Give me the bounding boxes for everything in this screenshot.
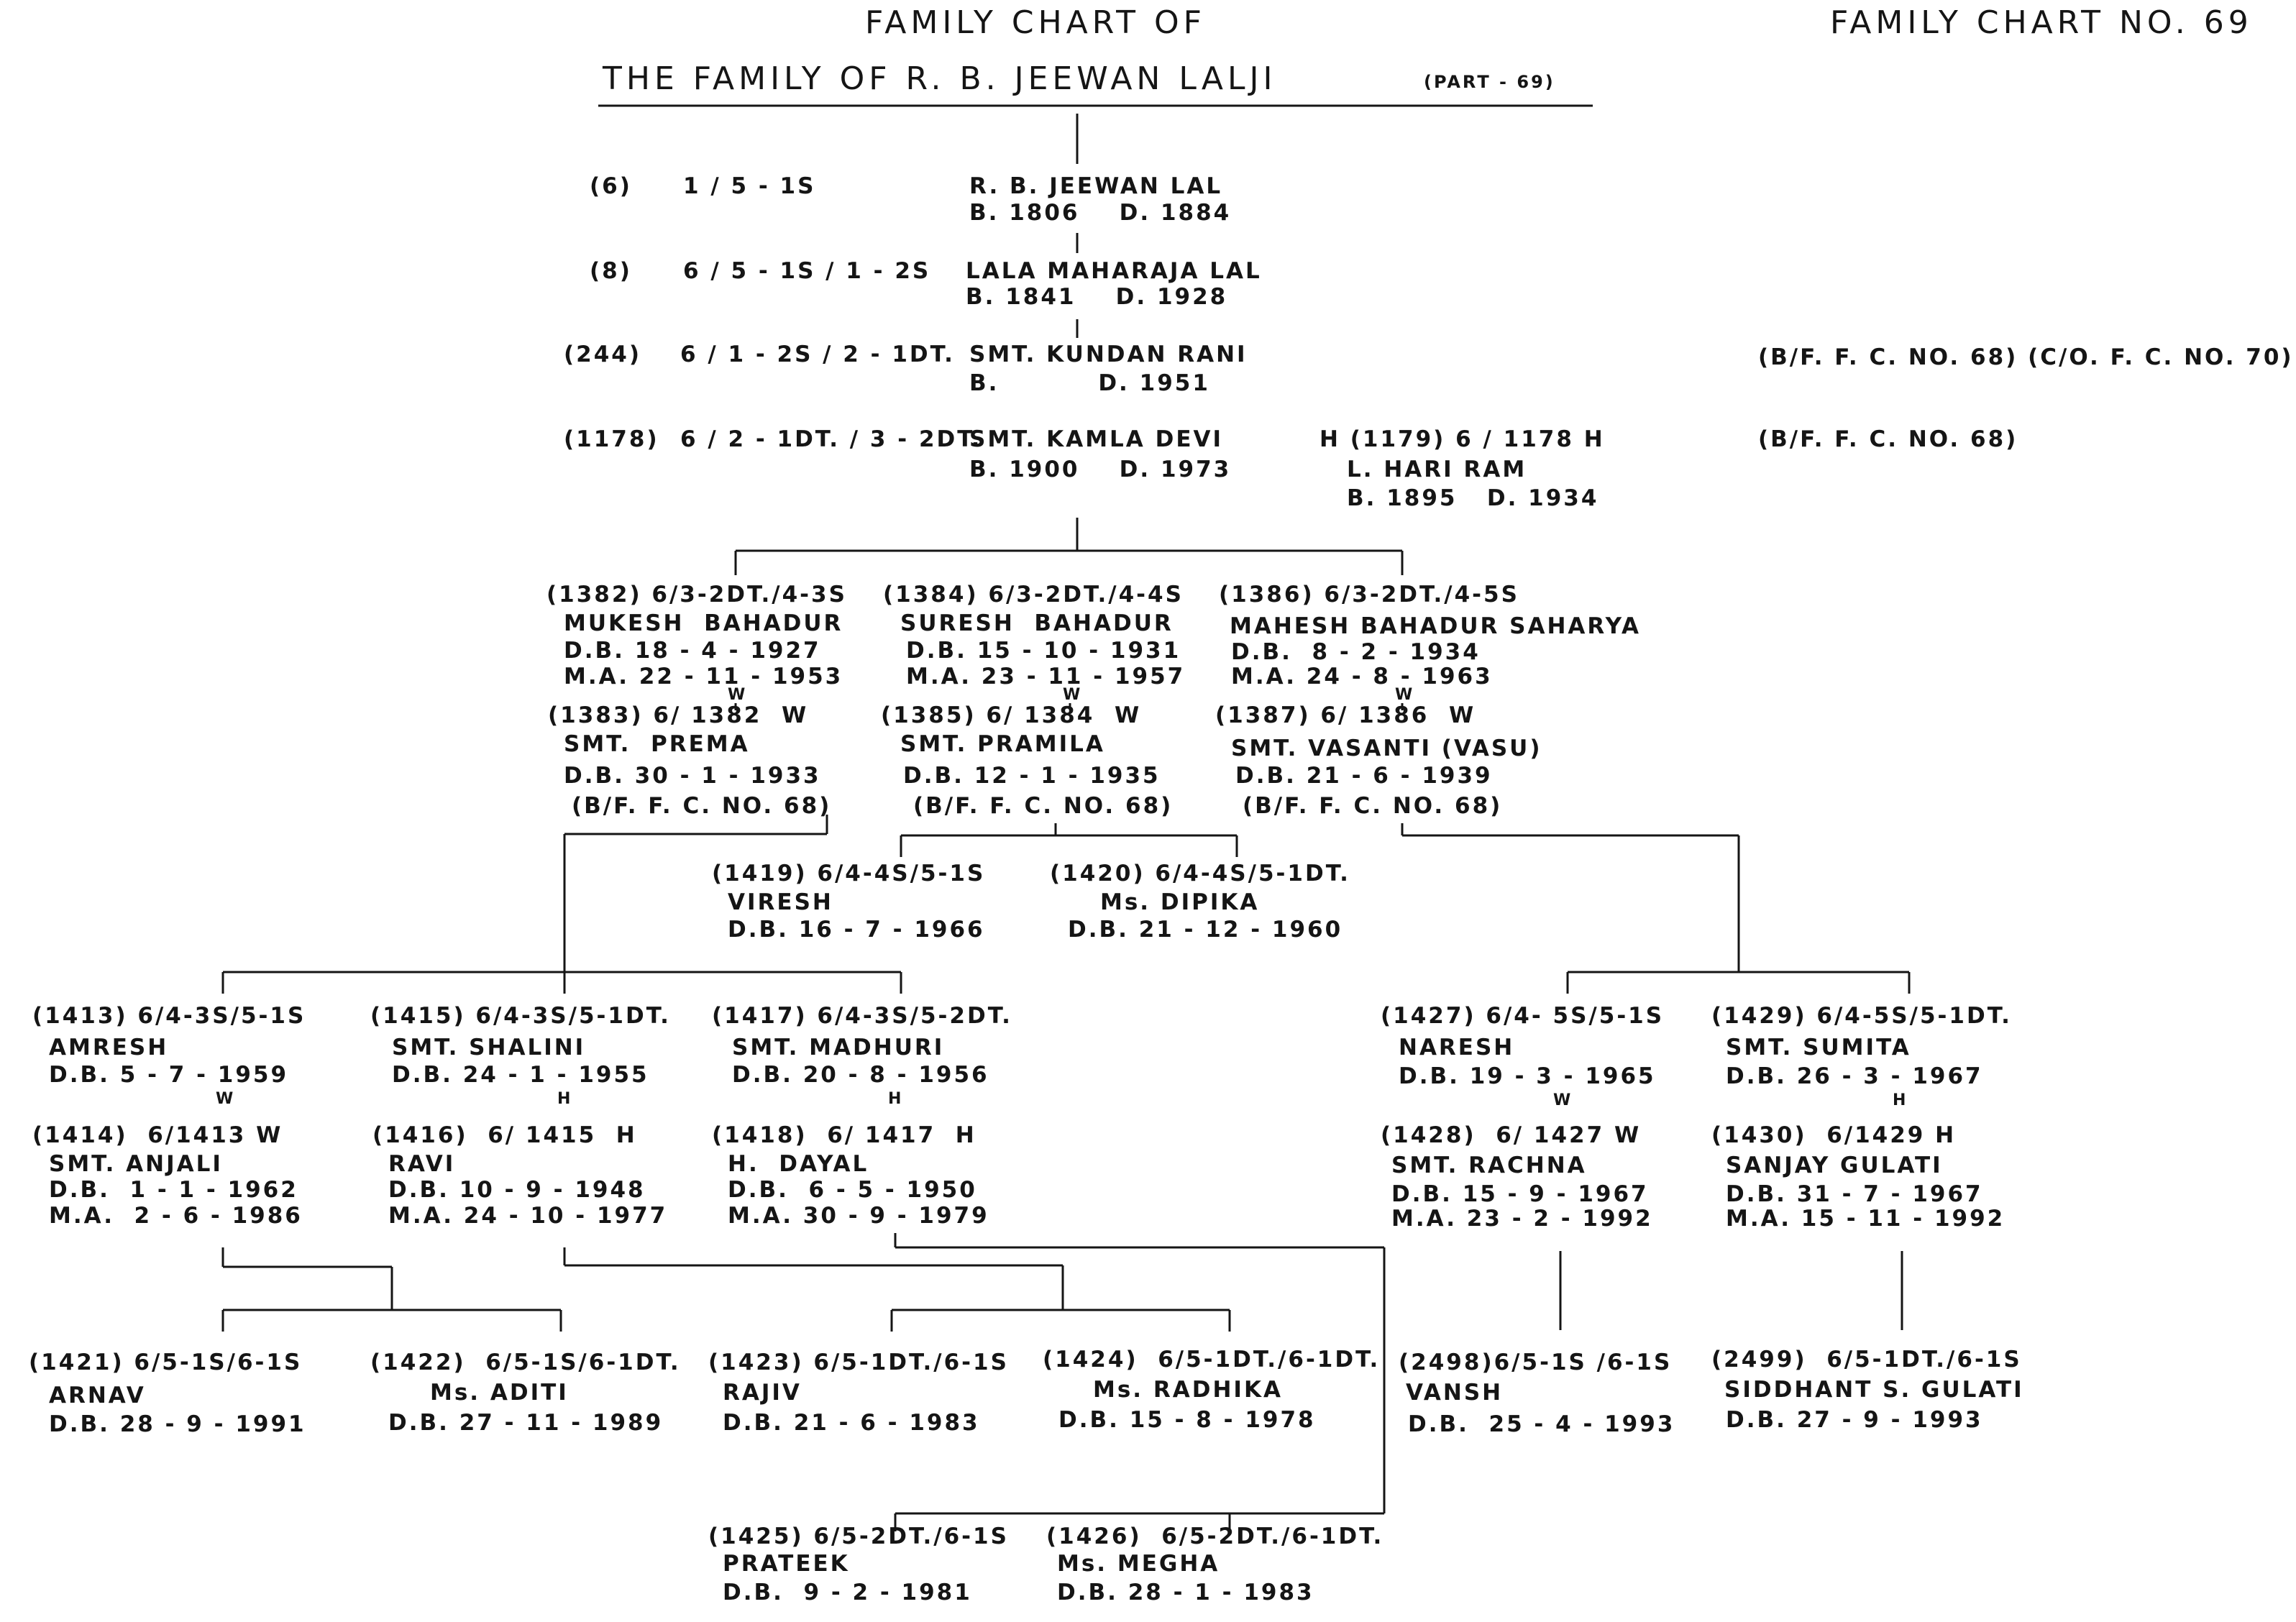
- gen4-code: 6 / 2 - 1DT. / 3 - 2DT.: [680, 426, 982, 452]
- gen4-spouse-name: L. HARI RAM: [1347, 457, 1527, 482]
- gen7-4-db: D.B. 15 - 8 - 1978: [1058, 1407, 1316, 1433]
- gen1-name: R. B. JEEWAN LAL: [969, 173, 1223, 199]
- mahesh-child-2-name: SMT. SUMITA: [1726, 1035, 1911, 1060]
- gen7-8-line: (1426) 6/5-2DT./6-1DT.: [1046, 1524, 1384, 1549]
- suresh-child-1-name: VIRESH: [728, 889, 833, 915]
- chart-part-label: (PART - 69): [1424, 72, 1555, 92]
- gen7-2-name: Ms. ADITI: [430, 1380, 569, 1406]
- gen5-1-spouse-name: SMT. PREMA: [564, 731, 750, 757]
- gen7-5-db: D.B. 25 - 4 - 1993: [1408, 1411, 1675, 1437]
- suresh-child-2-name: Ms. DIPIKA: [1100, 889, 1260, 915]
- mahesh-child-2-line: (1429) 6/4-5S/5-1DT.: [1711, 1003, 2012, 1029]
- gen7-7-line: (1425) 6/5-2DT./6-1S: [708, 1524, 1009, 1549]
- gen7-1-name: ARNAV: [49, 1383, 146, 1408]
- mukesh-child-3-spouse-db: D.B. 6 - 5 - 1950: [728, 1177, 977, 1203]
- gen1-dates: B. 1806 D. 1884: [969, 200, 1232, 226]
- mukesh-child-3-rel: H: [888, 1090, 902, 1108]
- gen5-1-spouse-ref: (B/F. F. C. NO. 68): [572, 793, 832, 819]
- mukesh-child-1-line: (1413) 6/4-3S/5-1S: [32, 1003, 306, 1029]
- gen5-1-line: (1382) 6/3-2DT./4-3S: [546, 582, 847, 608]
- gen5-3-line: (1386) 6/3-2DT./4-5S: [1219, 582, 1519, 608]
- gen7-8-name: Ms. MEGHA: [1057, 1551, 1220, 1577]
- mahesh-child-1-spouse-db: D.B. 15 - 9 - 1967: [1391, 1181, 1649, 1207]
- mukesh-child-1-spouse-name: SMT. ANJALI: [49, 1151, 223, 1177]
- mahesh-child-2-rel: H: [1893, 1091, 1906, 1109]
- mukesh-child-2-spouse-ma: M.A. 24 - 10 - 1977: [388, 1203, 668, 1229]
- gen7-5-name: VANSH: [1406, 1380, 1504, 1406]
- gen2-code: 6 / 5 - 1S / 1 - 2S: [683, 258, 931, 284]
- gen5-1-db: D.B. 18 - 4 - 1927: [564, 638, 821, 664]
- mahesh-child-1-spouse-ma: M.A. 23 - 2 - 1992: [1391, 1206, 1653, 1232]
- mahesh-child-1-spouse-name: SMT. RACHNA: [1391, 1153, 1587, 1178]
- gen1-num: (6): [590, 173, 632, 199]
- mukesh-child-3-spouse-ma: M.A. 30 - 9 - 1979: [728, 1203, 989, 1229]
- mahesh-child-2-spouse-line: (1430) 6/1429 H: [1711, 1122, 1957, 1148]
- gen5-3-ma: M.A. 24 - 8 - 1963: [1231, 664, 1493, 689]
- gen3-ref: (B/F. F. C. NO. 68) (C/O. F. C. NO. 70): [1758, 344, 2294, 370]
- gen5-1-spouse-line: (1383) 6/ 1382 W: [548, 702, 809, 728]
- gen5-3-name: MAHESH BAHADUR SAHARYA: [1230, 613, 1642, 639]
- gen1-code: 1 / 5 - 1S: [683, 173, 816, 199]
- mahesh-child-2-spouse-ma: M.A. 15 - 11 - 1992: [1726, 1206, 2005, 1232]
- gen5-2-line: (1384) 6/3-2DT./4-4S: [883, 582, 1184, 608]
- gen7-7-name: PRATEEK: [723, 1551, 850, 1577]
- mahesh-child-1-db: D.B. 19 - 3 - 1965: [1399, 1063, 1656, 1089]
- suresh-child-2-line: (1420) 6/4-4S/5-1DT.: [1050, 861, 1350, 886]
- mukesh-child-1-spouse-line: (1414) 6/1413 W: [32, 1122, 283, 1148]
- mukesh-child-2-spouse-db: D.B. 10 - 9 - 1948: [388, 1177, 646, 1203]
- mukesh-child-2-spouse-name: RAVI: [388, 1151, 456, 1177]
- gen5-2-spouse-ref: (B/F. F. C. NO. 68): [913, 793, 1174, 819]
- gen5-2-ma: M.A. 23 - 11 - 1957: [906, 664, 1186, 689]
- gen5-2-spouse-name: SMT. PRAMILA: [900, 731, 1105, 757]
- gen5-2-spouse-line: (1385) 6/ 1384 W: [881, 702, 1142, 728]
- gen5-1-name: MUKESH BAHADUR: [564, 610, 843, 636]
- gen3-num: (244): [564, 342, 642, 367]
- mahesh-child-2-spouse-db: D.B. 31 - 7 - 1967: [1726, 1181, 1983, 1207]
- mukesh-child-3-spouse-name: H. DAYAL: [728, 1151, 869, 1177]
- mukesh-child-2-spouse-line: (1416) 6/ 1415 H: [372, 1122, 637, 1148]
- mukesh-child-3-line: (1417) 6/4-3S/5-2DT.: [712, 1003, 1012, 1029]
- mukesh-child-1-rel: W: [216, 1090, 234, 1108]
- gen5-3-rel: W: [1395, 686, 1413, 704]
- mahesh-child-2-db: D.B. 26 - 3 - 1967: [1726, 1063, 1983, 1089]
- gen4-dates: B. 1900 D. 1973: [969, 457, 1232, 482]
- gen5-1-rel: W: [728, 686, 746, 704]
- mukesh-child-1-spouse-ma: M.A. 2 - 6 - 1986: [49, 1203, 303, 1229]
- gen4-num: (1178): [564, 426, 659, 452]
- gen7-4-line: (1424) 6/5-1DT./6-1DT.: [1043, 1347, 1381, 1373]
- mukesh-child-3-name: SMT. MADHURI: [732, 1035, 945, 1060]
- gen4-name: SMT. KAMLA DEVI: [969, 426, 1224, 452]
- gen5-3-spouse-line: (1387) 6/ 1386 W: [1215, 702, 1476, 728]
- gen4-spouse-dates: B. 1895 D. 1934: [1347, 485, 1599, 511]
- mukesh-child-2-db: D.B. 24 - 1 - 1955: [392, 1062, 649, 1088]
- gen5-2-rel: W: [1063, 686, 1081, 704]
- mukesh-child-1-name: AMRESH: [49, 1035, 169, 1060]
- suresh-child-2-db: D.B. 21 - 12 - 1960: [1068, 917, 1343, 943]
- gen7-1-db: D.B. 28 - 9 - 1991: [49, 1411, 306, 1437]
- gen5-2-spouse-db: D.B. 12 - 1 - 1935: [903, 763, 1161, 789]
- mukesh-child-2-rel: H: [557, 1090, 571, 1108]
- mukesh-child-2-line: (1415) 6/4-3S/5-1DT.: [370, 1003, 671, 1029]
- chart-number: FAMILY CHART NO. 69: [1830, 4, 2253, 41]
- gen2-name: LALA MAHARAJA LAL: [966, 258, 1262, 284]
- mahesh-child-1-line: (1427) 6/4- 5S/5-1S: [1381, 1003, 1665, 1029]
- gen5-2-db: D.B. 15 - 10 - 1931: [906, 638, 1181, 664]
- gen4-ref: (B/F. F. C. NO. 68): [1758, 426, 2018, 452]
- gen2-num: (8): [590, 258, 632, 284]
- gen5-3-spouse-name: SMT. VASANTI (VASU): [1231, 736, 1542, 761]
- suresh-child-1-db: D.B. 16 - 7 - 1966: [728, 917, 985, 943]
- mukesh-child-3-db: D.B. 20 - 8 - 1956: [732, 1062, 989, 1088]
- gen7-6-name: SIDDHANT S. GULATI: [1724, 1377, 2024, 1403]
- gen3-code: 6 / 1 - 2S / 2 - 1DT.: [680, 342, 955, 367]
- mahesh-child-1-rel: W: [1553, 1091, 1571, 1109]
- gen2-dates: B. 1841 D. 1928: [966, 284, 1228, 310]
- gen7-4-name: Ms. RADHIKA: [1093, 1377, 1283, 1403]
- gen7-2-line: (1422) 6/5-1S/6-1DT.: [370, 1350, 681, 1375]
- gen7-8-db: D.B. 28 - 1 - 1983: [1057, 1580, 1314, 1605]
- gen3-dates: B. D. 1951: [969, 370, 1210, 396]
- gen5-3-spouse-ref: (B/F. F. C. NO. 68): [1243, 793, 1503, 819]
- gen5-3-db: D.B. 8 - 2 - 1934: [1231, 639, 1481, 665]
- suresh-child-1-line: (1419) 6/4-4S/5-1S: [712, 861, 986, 886]
- gen5-1-spouse-db: D.B. 30 - 1 - 1933: [564, 763, 821, 789]
- gen5-2-name: SURESH BAHADUR: [900, 610, 1174, 636]
- gen3-name: SMT. KUNDAN RANI: [969, 342, 1248, 367]
- gen5-3-spouse-db: D.B. 21 - 6 - 1939: [1235, 763, 1493, 789]
- chart-title-line-1: FAMILY CHART OF: [865, 4, 1206, 41]
- mukesh-child-3-spouse-line: (1418) 6/ 1417 H: [712, 1122, 977, 1148]
- gen7-6-line: (2499) 6/5-1DT./6-1S: [1711, 1347, 2022, 1373]
- gen7-3-name: RAJIV: [723, 1380, 802, 1406]
- mukesh-child-1-db: D.B. 5 - 7 - 1959: [49, 1062, 289, 1088]
- mahesh-child-2-spouse-name: SANJAY GULATI: [1726, 1153, 1943, 1178]
- gen7-5-line: (2498)6/5-1S /6-1S: [1399, 1350, 1673, 1375]
- mukesh-child-1-spouse-db: D.B. 1 - 1 - 1962: [49, 1177, 298, 1203]
- gen7-1-line: (1421) 6/5-1S/6-1S: [29, 1350, 303, 1375]
- mahesh-child-1-spouse-line: (1428) 6/ 1427 W: [1381, 1122, 1642, 1148]
- mukesh-child-2-name: SMT. SHALINI: [392, 1035, 586, 1060]
- gen7-3-line: (1423) 6/5-1DT./6-1S: [708, 1350, 1009, 1375]
- chart-title-line-2: THE FAMILY OF R. B. JEEWAN LALJI: [603, 60, 1277, 97]
- gen5-1-ma: M.A. 22 - 11 - 1953: [564, 664, 843, 689]
- gen7-2-db: D.B. 27 - 11 - 1989: [388, 1410, 664, 1436]
- mahesh-child-1-name: NARESH: [1399, 1035, 1515, 1060]
- gen7-7-db: D.B. 9 - 2 - 1981: [723, 1580, 972, 1605]
- gen7-3-db: D.B. 21 - 6 - 1983: [723, 1410, 980, 1436]
- gen4-spouse-line: H (1179) 6 / 1178 H: [1319, 426, 1605, 452]
- gen7-6-db: D.B. 27 - 9 - 1993: [1726, 1407, 1983, 1433]
